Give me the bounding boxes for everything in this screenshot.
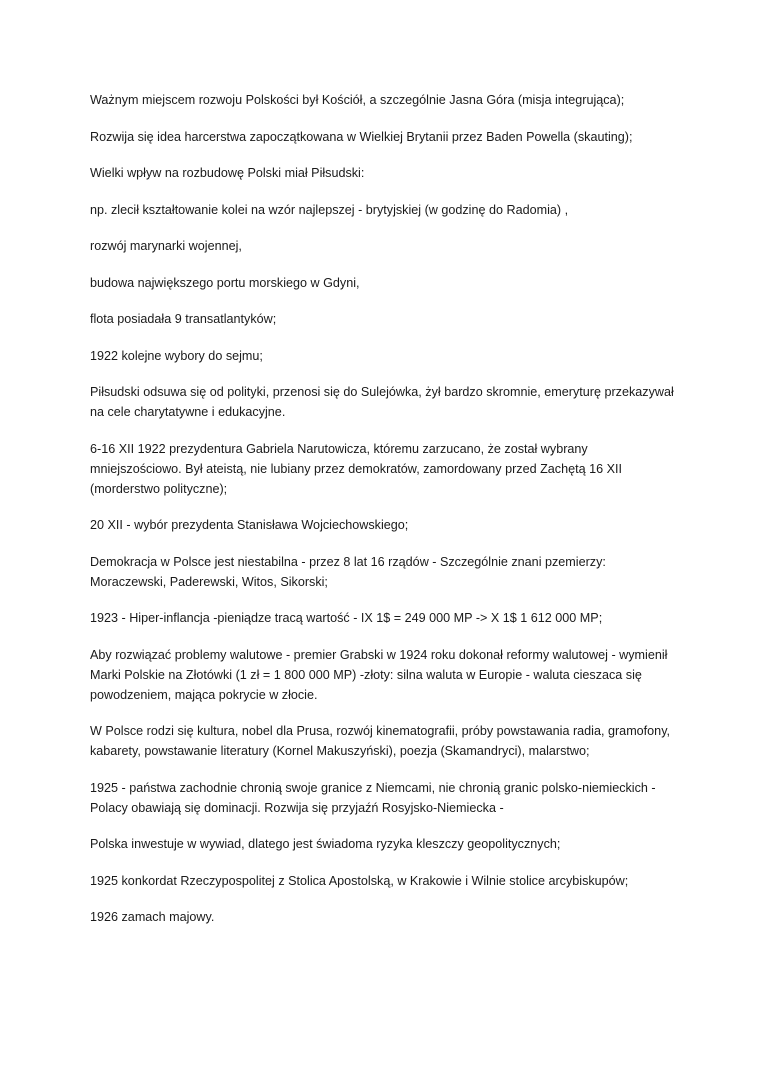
paragraph: 1925 konkordat Rzeczypospolitej z Stolica Apostolską, w Krakowie i Wilnie stolice arcybiskupów; bbox=[90, 873, 629, 888]
paragraph: Rozwija się idea harcerstwa zapoczątkowana w Wielkiej Brytanii przez Baden Powella (skauting); bbox=[90, 129, 633, 144]
paragraph: 1923 - Hiper-inflancja -pieniądze tracą wartość - IX 1$ = 249 000 MP -> X 1$ 1 612 000 MP; bbox=[90, 611, 603, 625]
paragraph: budowa największego portu morskiego w Gdyni, bbox=[90, 275, 360, 290]
paragraph: Aby rozwiązać problemy walutowe - premier Grabski w 1924 roku dokonał reformy walutowej - wymienił Marki Polskie na Złotówki (1 zł = 1 800 000 MP) -złoty: silna waluta w Europie - waluta cieszaca się powodzeniem, mająca pokrycie w złocie. bbox=[90, 647, 668, 702]
paragraph: np. zlecił kształtowanie kolei na wzór najlepszej - brytyjskiej (w godzinę do Radomia) , bbox=[90, 202, 569, 217]
paragraph: Wielki wpływ na rozbudowę Polski miał Piłsudski: bbox=[90, 166, 365, 180]
paragraph: 6-16 XII 1922 prezydentura Gabriela Narutowicza, któremu zarzucano, że został wybrany mniejszościowo. Był ateistą, nie lubiany przez demokratów, zamordowany przed Zachętą 16 XII (morderstwo polityczne); bbox=[90, 441, 622, 496]
paragraph: 1922 kolejne wybory do sejmu; bbox=[90, 348, 263, 363]
paragraph: 20 XII - wybór prezydenta Stanisława Wojciechowskiego; bbox=[90, 518, 409, 532]
paragraph: 1926 zamach majowy. bbox=[90, 910, 215, 924]
paragraph: Piłsudski odsuwa się od polityki, przenosi się do Sulejówka, żył bardzo skromnie, emeryturę przekazywał na cele charytatywne i edukacyjne. bbox=[90, 385, 674, 419]
paragraph: Demokracja w Polsce jest niestabilna - przez 8 lat 16 rządów - Szczególnie znani pzemierzy: Moraczewski, Paderewski, Witos, Sikorski; bbox=[90, 554, 606, 589]
paragraph: W Polsce rodzi się kultura, nobel dla Prusa, rozwój kinematografii, próby powstawania radia, gramofony, kabarety, powstawanie literatury (Kornel Makuszyński), poezja (Skamandryci), malarstwo; bbox=[90, 724, 671, 758]
paragraph: Polska inwestuje w wywiad, dlatego jest świadoma ryzyka kleszczy geopolitycznych; bbox=[90, 837, 561, 851]
paragraph: 1925 - państwa zachodnie chronią swoje granice z Niemcami, nie chronią granic polsko-niemieckich - Polacy obawiają się dominacji. Rozwija się przyjaźń Rosyjsko-Niemiecka - bbox=[90, 780, 656, 815]
paragraph: Ważnym miejscem rozwoju Polskości był Kościół, a szczególnie Jasna Góra (misja integrująca); bbox=[90, 93, 625, 107]
paragraph: flota posiadała 9 transatlantyków; bbox=[90, 312, 277, 326]
document-body bbox=[90, 90, 680, 944]
paragraph: rozwój marynarki wojennej, bbox=[90, 239, 242, 253]
